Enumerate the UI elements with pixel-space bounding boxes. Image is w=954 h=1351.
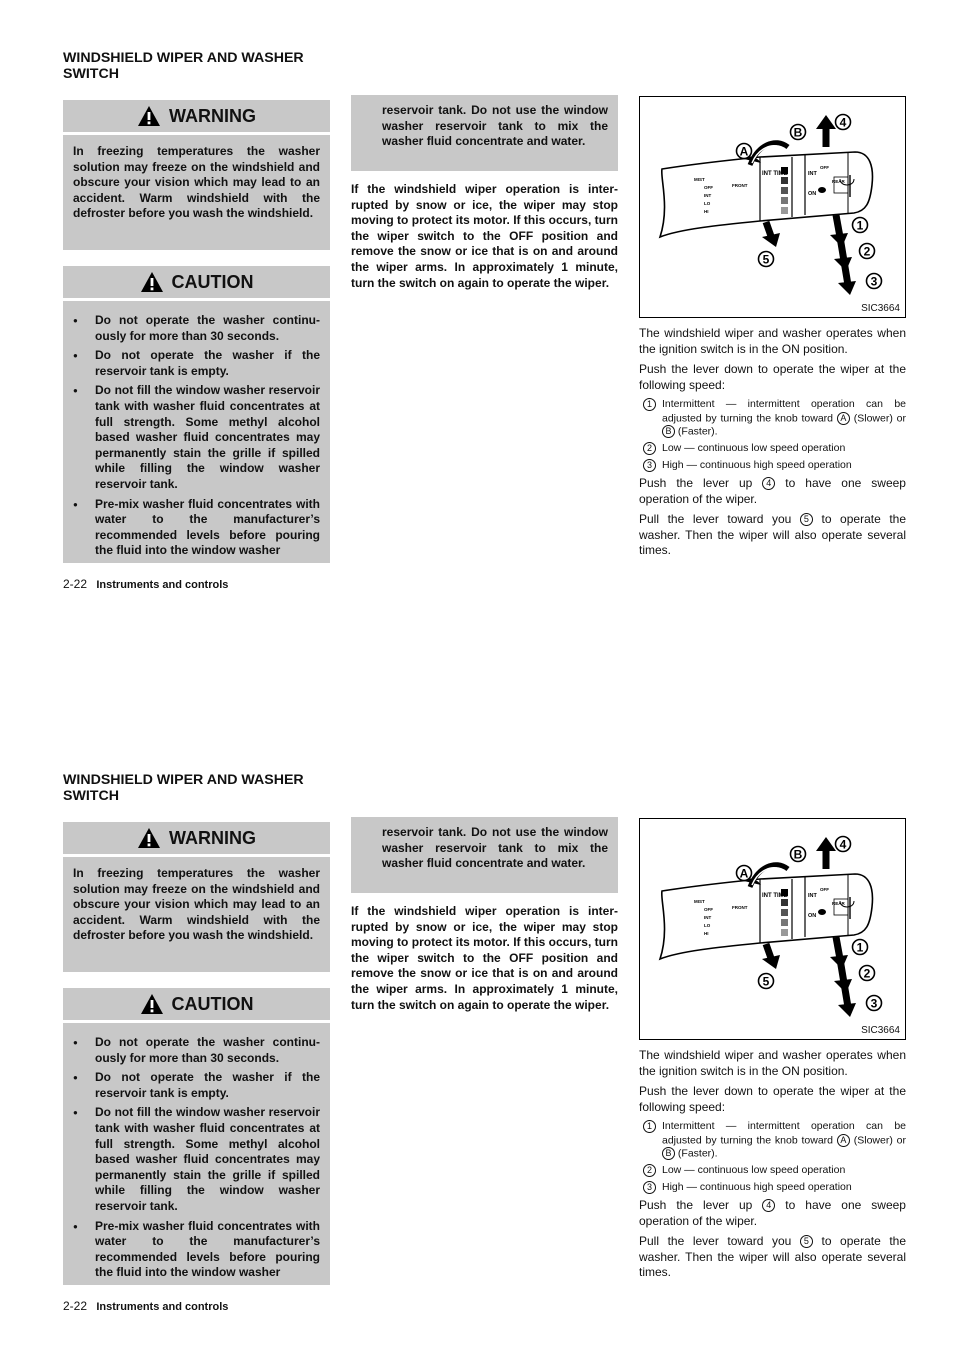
- snow-ice-paragraph: If the windshield wiper operation is inter-rupted by snow or ice, the wiper may stop moving to protect its motor. If this occurs, turn the wiper switch to the OFF position and remove the snow or ice that is on and around the wiper arms. In approximately 1 minute, turn the switch on again to operate the wiper.: [351, 182, 618, 290]
- page-copy-top: [0, 0, 954, 675]
- push-up-paragraph: Push the lever up 4 to have one sweep operation of the wiper.: [639, 476, 906, 506]
- svg-text:4: 4: [839, 115, 847, 130]
- push-up-paragraph: Push the lever up 4 to have one sweep operation of the wiper.: [639, 1198, 906, 1228]
- caution-list: [63, 1023, 330, 1281]
- caution-label: CAUTION: [171, 271, 254, 292]
- label-2-icon: [860, 966, 875, 981]
- svg-text:1: 1: [856, 940, 864, 955]
- label-1-icon: [853, 940, 868, 955]
- svg-text:5: 5: [762, 974, 770, 989]
- number-1-icon: 1: [643, 1120, 656, 1133]
- wiper-lever-illustration: [640, 819, 904, 1038]
- caution-item: ● Do not operate the washer if the reservoir tank is empty.: [73, 348, 320, 379]
- lever-label-rear: REAR: [832, 179, 845, 184]
- svg-text:3: 3: [870, 274, 878, 289]
- figure-code: SIC3664: [861, 1025, 900, 1036]
- lever-label-off: OFF: [704, 185, 713, 190]
- caution-box: [63, 988, 330, 1285]
- lever-label-int-time: INT TIME: [762, 893, 788, 899]
- lever-label-rear-off: OFF: [820, 165, 829, 170]
- number-3-icon: 3: [643, 1181, 656, 1194]
- pull-paragraph: Pull the lever toward you 5 to operate the washer. Then the wiper will also operate several times.: [639, 512, 907, 558]
- lever-label-hi: HI: [704, 209, 709, 214]
- number-2-icon: 2: [643, 1164, 656, 1177]
- caution-continuation: reservoir tank. Do not use the window washer reservoir tank to mix the washer fluid concentrate and water.: [351, 95, 618, 171]
- warning-text: In freezing temperatures the washer solution may freeze on the windshield and obscure your vision which may lead to an accident. Warm windshield with the defroster before you wash the windshield.: [73, 144, 320, 221]
- label-a-icon: [737, 866, 752, 881]
- caution-item: ● Do not operate the washer continu-ously for more than 30 seconds.: [73, 1035, 320, 1066]
- lever-label-rear-int: INT: [808, 171, 817, 177]
- warning-box: [63, 100, 330, 250]
- warning-box: [63, 822, 330, 972]
- svg-text:2: 2: [863, 966, 871, 981]
- label-3-icon: [867, 274, 882, 289]
- lever-label-int-time: INT TIME: [762, 171, 788, 177]
- lever-label-rear-int: INT: [808, 893, 817, 899]
- svg-text:B: B: [793, 847, 803, 862]
- speed-item-low: 2 Low — continuous low speed operation: [643, 1164, 906, 1178]
- caution-item: ● Do not operate the washer continu-ously for more than 30 seconds.: [73, 313, 320, 344]
- speed-item-intermittent: 1 Intermittent — intermittent operation can be adjusted by turning the knob toward A (Slower) or B (Faster).: [643, 398, 906, 439]
- label-4-icon: [836, 837, 851, 852]
- lever-label-lo: LO: [704, 923, 711, 928]
- caution-header: [63, 988, 330, 1023]
- wiper-switch-figure: [639, 96, 906, 318]
- svg-text:B: B: [793, 125, 803, 140]
- speed-item-low: 2 Low — continuous low speed operation: [643, 442, 906, 456]
- lever-label-int: INT: [704, 193, 712, 198]
- lever-label-rear-off: OFF: [820, 887, 829, 892]
- lever-label-front: FRONT: [732, 183, 748, 188]
- svg-text:5: 5: [762, 252, 770, 267]
- caution-triangle-icon: [140, 993, 164, 1015]
- label-b-icon: [791, 125, 806, 140]
- lever-label-rear-on: ON: [808, 913, 817, 919]
- lever-label-mist: MIST: [694, 177, 705, 182]
- lever-label-off: OFF: [704, 907, 713, 912]
- speed-intro-paragraph: Push the lever down to operate the wiper at the following speed:: [639, 362, 906, 392]
- warning-label: WARNING: [169, 105, 256, 126]
- letter-b-icon: B: [662, 425, 675, 438]
- warning-label: WARNING: [169, 827, 256, 848]
- snow-ice-paragraph: If the windshield wiper operation is inter-rupted by snow or ice, the wiper may stop moving to protect its motor. If this occurs, turn the wiper switch to the OFF position and remove the snow or ice that is on and around the wiper arms. In approximately 1 minute, turn the switch on again to operate the wiper.: [351, 904, 618, 1012]
- ignition-paragraph: The windshield wiper and washer operates when the ignition switch is in the ON position.: [639, 1048, 906, 1078]
- svg-text:A: A: [739, 866, 749, 881]
- label-a-icon: [737, 144, 752, 159]
- caution-item: ● Do not fill the window washer reservoir tank with washer fluid concentrates at full strength. Some methyl alcohol based washer fluid concentrates may permanently stain the grille if spilled while filling the window washer reservoir tank.: [73, 1105, 320, 1214]
- letter-a-icon: A: [837, 412, 850, 425]
- lever-label-mist: MIST: [694, 899, 705, 904]
- caution-item: ● Do not fill the window washer reservoir tank with washer fluid concentrates at full strength. Some methyl alcohol based washer fluid concentrates may permanently stain the grille if spilled while filling the window washer reservoir tank.: [73, 383, 320, 492]
- warning-text: In freezing temperatures the washer solution may freeze on the windshield and obscure your vision which may lead to an accident. Warm windshield with the defroster before you wash the windshield.: [73, 866, 320, 943]
- right-column: [639, 326, 906, 564]
- caution-box: [63, 266, 330, 563]
- right-column: [639, 1048, 906, 1286]
- speed-intro-paragraph: Push the lever down to operate the wiper at the following speed:: [639, 1084, 906, 1114]
- section-heading: WINDSHIELD WIPER AND WASHER SWITCH: [63, 50, 304, 82]
- page-number: 2-22: [63, 577, 88, 591]
- svg-text:4: 4: [839, 837, 847, 852]
- warning-triangle-icon: [137, 105, 161, 127]
- speed-item-intermittent: 1 Intermittent — intermittent operation can be adjusted by turning the knob toward A (Slower) or B (Faster).: [643, 1120, 906, 1161]
- lever-label-lo: LO: [704, 201, 711, 206]
- lever-label-rear: REAR: [832, 901, 845, 906]
- caution-item: ● Pre-mix washer fluid concentrates with water to the manufacturer’s recommended levels before pouring the fluid into the window washer: [73, 497, 320, 559]
- letter-a-icon: A: [837, 1134, 850, 1147]
- lever-label-rear-on: ON: [808, 191, 817, 197]
- number-4-icon: 4: [762, 1199, 775, 1212]
- caution-triangle-icon: [140, 271, 164, 293]
- number-2-icon: 2: [643, 442, 656, 455]
- caution-list: [63, 301, 330, 559]
- label-b-icon: [791, 847, 806, 862]
- lever-label-front: FRONT: [732, 905, 748, 910]
- pull-paragraph: Pull the lever toward you 5 to operate the washer. Then the wiper will also operate several times.: [639, 1234, 907, 1280]
- speed-item-high: 3 High — continuous high speed operation: [643, 459, 906, 473]
- svg-text:A: A: [739, 144, 749, 159]
- section-name: Instruments and controls: [96, 1301, 229, 1313]
- svg-text:1: 1: [856, 218, 864, 233]
- warning-header: [63, 100, 330, 135]
- wiper-switch-figure: [639, 818, 906, 1040]
- section-heading: WINDSHIELD WIPER AND WASHER SWITCH: [63, 772, 304, 804]
- ignition-paragraph: The windshield wiper and washer operates when the ignition switch is in the ON position.: [639, 326, 906, 356]
- label-2-icon: [860, 244, 875, 259]
- number-1-icon: 1: [643, 398, 656, 411]
- label-4-icon: [836, 115, 851, 130]
- warning-triangle-icon: [137, 827, 161, 849]
- speed-item-high: 3 High — continuous high speed operation: [643, 1181, 906, 1195]
- warning-header: [63, 822, 330, 857]
- caution-header: [63, 266, 330, 301]
- figure-code: SIC3664: [861, 303, 900, 314]
- caution-label: CAUTION: [171, 993, 254, 1014]
- label-5-icon: [759, 252, 774, 267]
- caution-continuation: reservoir tank. Do not use the window washer reservoir tank to mix the washer fluid concentrate and water.: [351, 817, 618, 893]
- svg-text:2: 2: [863, 244, 871, 259]
- number-3-icon: 3: [643, 459, 656, 472]
- page-copy-bottom: [0, 722, 954, 1351]
- letter-b-icon: B: [662, 1147, 675, 1160]
- label-5-icon: [759, 974, 774, 989]
- label-1-icon: [853, 218, 868, 233]
- page-footer: [63, 577, 228, 591]
- page-number: 2-22: [63, 1299, 88, 1313]
- lever-label-hi: HI: [704, 931, 709, 936]
- number-5-icon: 5: [800, 513, 813, 526]
- caution-item: ● Pre-mix washer fluid concentrates with water to the manufacturer’s recommended levels before pouring the fluid into the window washer: [73, 1219, 320, 1281]
- speed-list: [639, 398, 906, 472]
- wiper-lever-illustration: [640, 97, 904, 316]
- label-3-icon: [867, 996, 882, 1011]
- section-name: Instruments and controls: [96, 579, 229, 591]
- svg-text:3: 3: [870, 996, 878, 1011]
- number-5-icon: 5: [800, 1235, 813, 1248]
- caution-item: ● Do not operate the washer if the reservoir tank is empty.: [73, 1070, 320, 1101]
- lever-label-int: INT: [704, 915, 712, 920]
- number-4-icon: 4: [762, 477, 775, 490]
- speed-list: [639, 1120, 906, 1194]
- page-footer: [63, 1299, 228, 1313]
